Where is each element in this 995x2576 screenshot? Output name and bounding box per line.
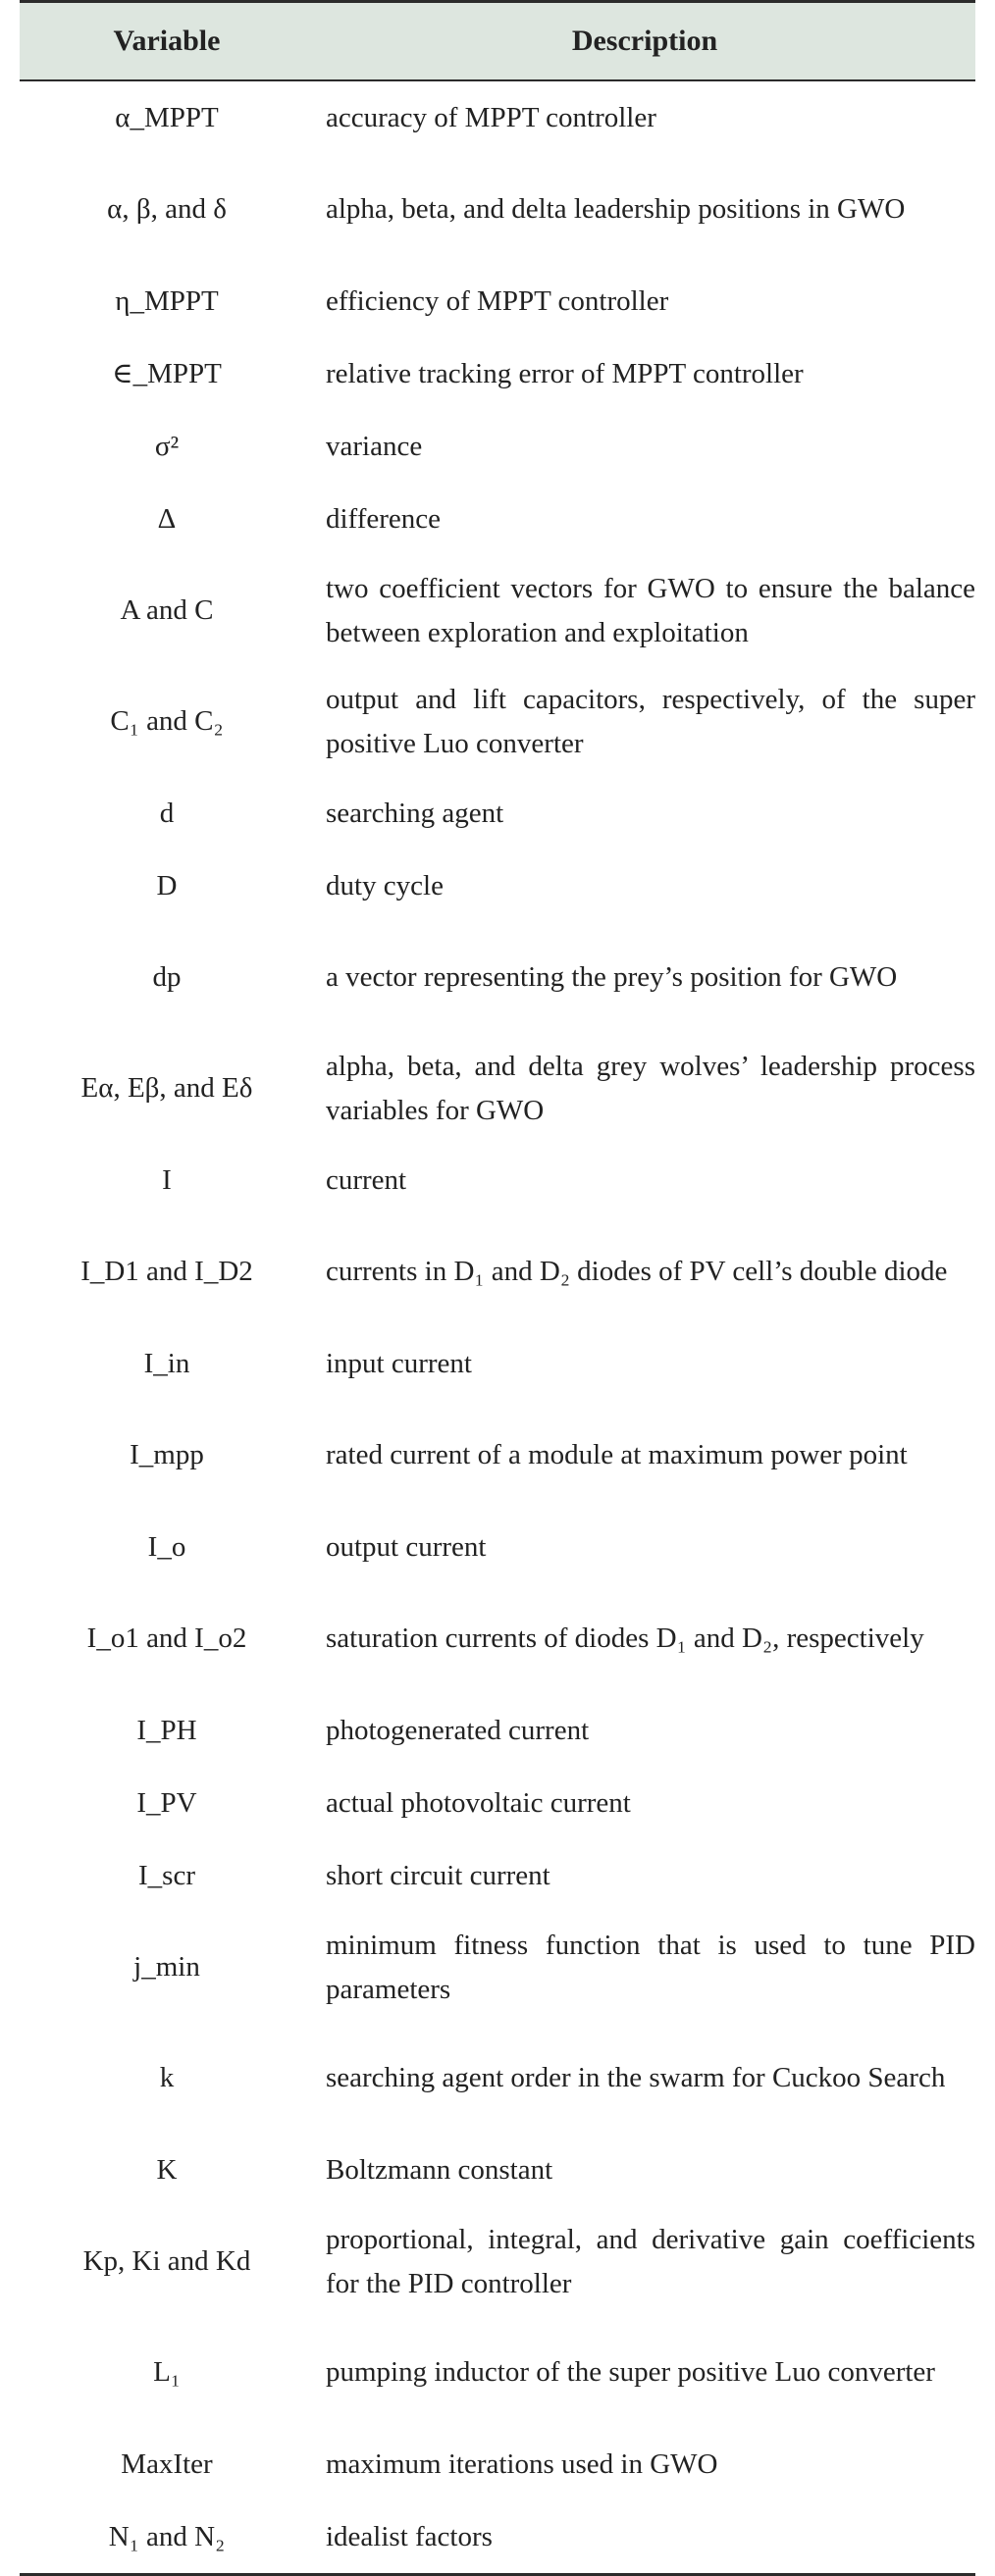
table-row [20, 1767, 975, 1839]
description-cell: Boltzmann constant [326, 2153, 553, 2186]
variable-cell: I_PV [136, 1786, 197, 1819]
header-variable: Variable [113, 25, 221, 57]
table-row [20, 1583, 975, 1694]
description-cell: duty cycle [326, 869, 444, 902]
table-row [20, 2317, 975, 2428]
description-cell: rated current of a module at maximum power point [326, 1439, 908, 1470]
variable-cell: j_min [133, 1951, 200, 1983]
table-row [20, 1327, 975, 1400]
variable-cell: I_o [147, 1530, 186, 1563]
description-cell: input current [326, 1347, 472, 1379]
table-row [20, 1839, 975, 1912]
description-cell: maximum iterations used in GWO [326, 2447, 718, 2480]
variable-cell: I_o1 and I_o2 [86, 1623, 247, 1654]
table-row [20, 337, 975, 410]
description-cell: a vector representing the prey’s position for GWO [326, 961, 898, 993]
description-cell: relative tracking error of MPPT controller [326, 357, 804, 389]
variable-cell: MaxIter [121, 2447, 213, 2480]
table-body [20, 81, 975, 2573]
description-cell: proportional, integral, and derivative gain coefficients for the PID controller [326, 2223, 975, 2299]
description-cell: searching agent [326, 797, 504, 829]
table-row [20, 2134, 975, 2206]
variable-cell: ∈_MPPT [112, 357, 222, 389]
table-row [20, 1694, 975, 1767]
description-cell: searching agent order in the swarm for Cuckoo Search [326, 2062, 946, 2093]
table-row [20, 2206, 975, 2317]
variable-cell: I_in [143, 1347, 190, 1379]
description-cell: photogenerated current [326, 1714, 590, 1746]
table-row [20, 1912, 975, 2023]
variable-cell: k [159, 2062, 175, 2093]
variable-cell: I_mpp [130, 1439, 204, 1470]
variable-cell: η_MPPT [115, 284, 219, 317]
variable-cell: C₁ and C₂ [110, 705, 224, 737]
description-cell: accuracy of MPPT controller [326, 101, 656, 133]
variable-cell: d [159, 797, 175, 829]
table-row [20, 2500, 975, 2573]
variable-cell: I_PH [136, 1714, 197, 1746]
table-row [20, 555, 975, 666]
table-row [20, 2428, 975, 2500]
description-cell: variance [326, 430, 423, 462]
table-row [20, 81, 975, 154]
variable-cell: σ² [154, 430, 180, 462]
description-cell: difference [326, 502, 441, 535]
variable-cell: dp [152, 961, 182, 993]
description-cell: current [326, 1163, 407, 1196]
variable-cell: Kp, Ki and Kd [82, 2245, 251, 2277]
description-cell: actual photovoltaic current [326, 1786, 631, 1819]
table-row [20, 2023, 975, 2134]
description-cell: pumping inductor of the super positive Luo converter [326, 2356, 935, 2388]
variable-cell: α_MPPT [115, 101, 219, 133]
variable-cell: I_D1 and I_D2 [80, 1256, 253, 1287]
variables-table [20, 0, 975, 2576]
variable-cell: I_scr [138, 1859, 195, 1891]
description-cell: output and lift capacitors, respectively, of the super positive Luo converter [326, 683, 975, 759]
variable-cell: Eα, Eβ, and Eδ [80, 1072, 253, 1104]
table-row [20, 850, 975, 922]
table-row [20, 483, 975, 555]
table-row [20, 410, 975, 483]
description-cell: saturation currents of diodes D₁ and D₂, respectively [326, 1623, 924, 1654]
variable-cell: A and C [120, 594, 214, 626]
description-cell: efficiency of MPPT controller [326, 284, 669, 317]
description-cell: minimum fitness function that is used to tune PID parameters [326, 1929, 975, 2005]
table-row [20, 1511, 975, 1583]
variable-cell: I [162, 1163, 172, 1196]
variable-cell: Δ [157, 502, 177, 535]
description-cell: currents in D₁ and D₂ diodes of PV cell’s double diode [326, 1256, 948, 1287]
table-row [20, 1400, 975, 1511]
variable-cell: L₁ [153, 2356, 181, 2388]
variable-cell: K [156, 2153, 178, 2186]
table-row [20, 1216, 975, 1327]
description-cell: alpha, beta, and delta grey wolves’ leadership process variables for GWO [326, 1050, 975, 1126]
description-cell: output current [326, 1530, 487, 1563]
variable-cell: N₁ and N₂ [108, 2520, 226, 2552]
description-cell: alpha, beta, and delta leadership positions in GWO [326, 193, 906, 225]
description-cell: two coefficient vectors for GWO to ensure the balance between exploration and exploitation [326, 572, 975, 648]
table-row [20, 1144, 975, 1216]
table-row [20, 777, 975, 850]
table-row [20, 666, 975, 777]
table-header [20, 0, 975, 81]
variable-cell: D [156, 869, 178, 902]
description-cell: idealist factors [326, 2520, 493, 2552]
table-row [20, 922, 975, 1033]
table-row [20, 265, 975, 337]
variable-cell: α, β, and δ [107, 193, 227, 225]
description-cell: short circuit current [326, 1859, 550, 1891]
header-description: Description [571, 25, 718, 57]
table-row [20, 154, 975, 265]
table-row [20, 1033, 975, 1144]
